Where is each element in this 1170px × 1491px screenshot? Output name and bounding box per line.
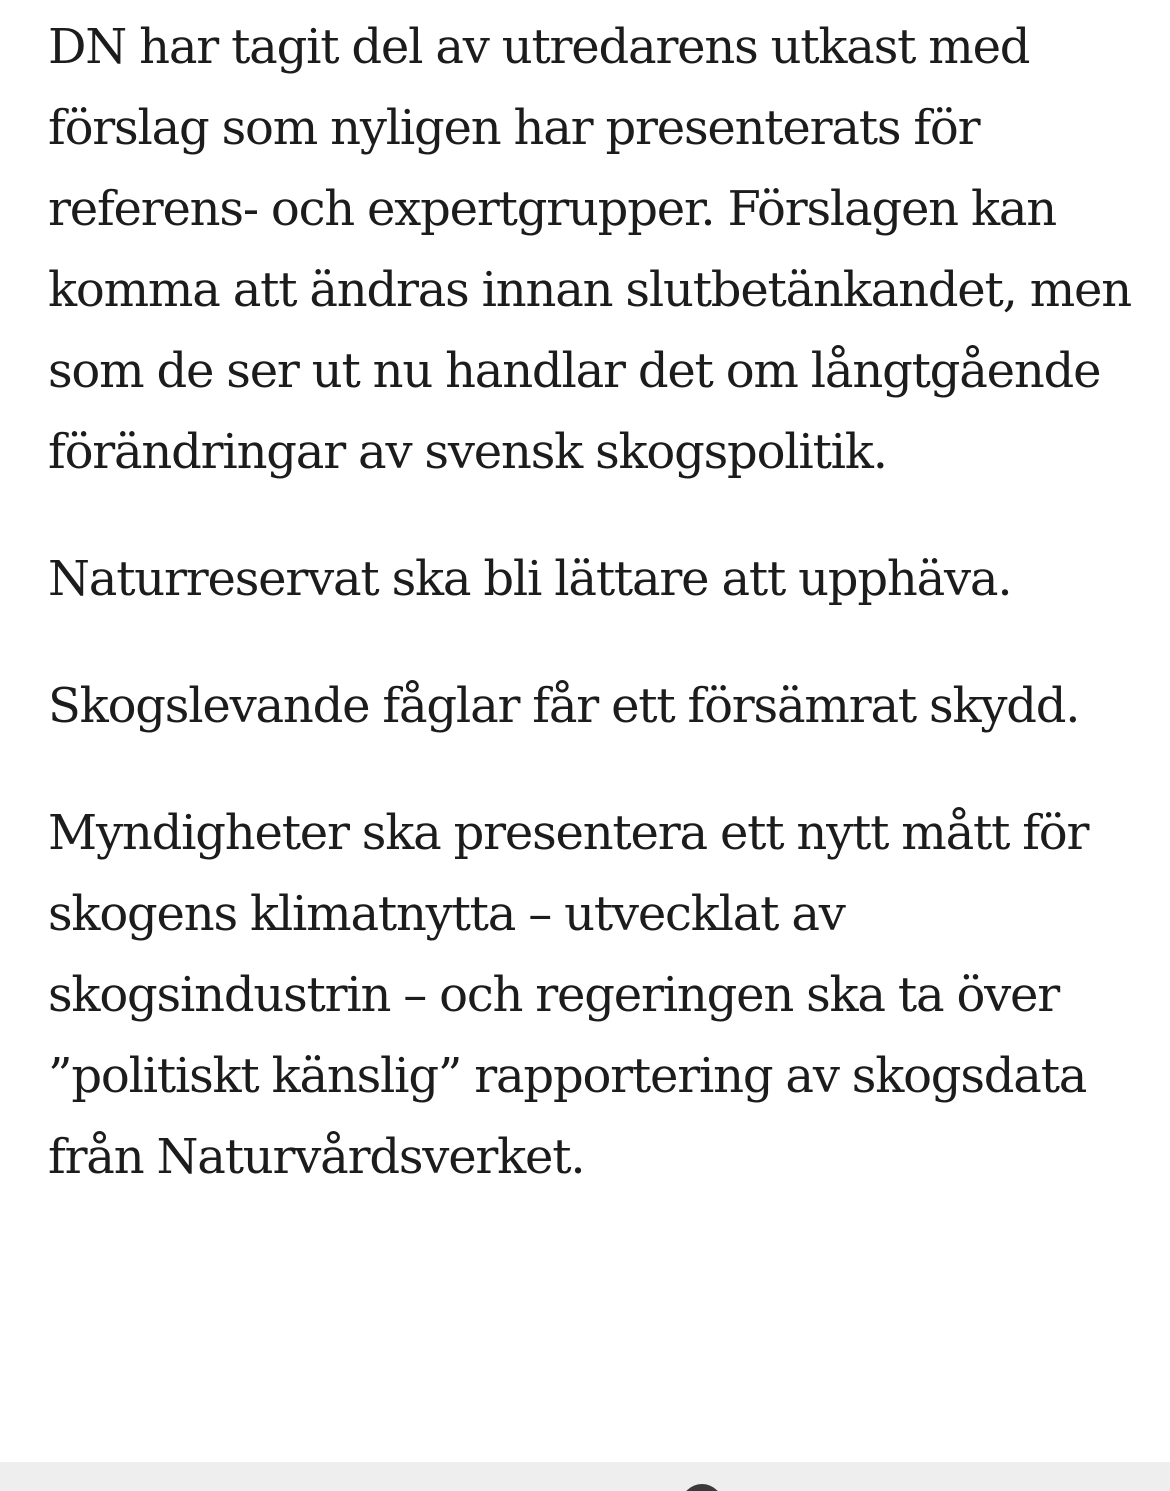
bottom-toolbar	[0, 1462, 1170, 1491]
article-body	[48, 7, 1138, 1244]
article-paragraph-forest-birds: Skogslevande fåglar får ett försämrat skydd.	[48, 678, 1080, 734]
article-paragraph-climate-metric: Myndigheter ska presentera ett nytt mått för skogens klimatnytta – utvecklat av skogsindustrin – och regeringen ska ta över ”politiskt känslig” rapportering av skogsdata från Naturvårdsverket.	[48, 805, 1089, 1185]
article-paragraph-nature-reserves: Naturreservat ska bli lättare att upphäva.	[48, 551, 1012, 607]
circle-button-icon[interactable]	[681, 1484, 723, 1491]
article-paragraph-intro: DN har tagit del av utredarens utkast med förslag som nyligen har presenterats för referens- och expertgrupper. Förslagen kan komma att ändras innan slutbetänkandet, men som de ser ut nu handlar det om långtgående förändringar av svensk skogspolitik.	[48, 19, 1131, 480]
